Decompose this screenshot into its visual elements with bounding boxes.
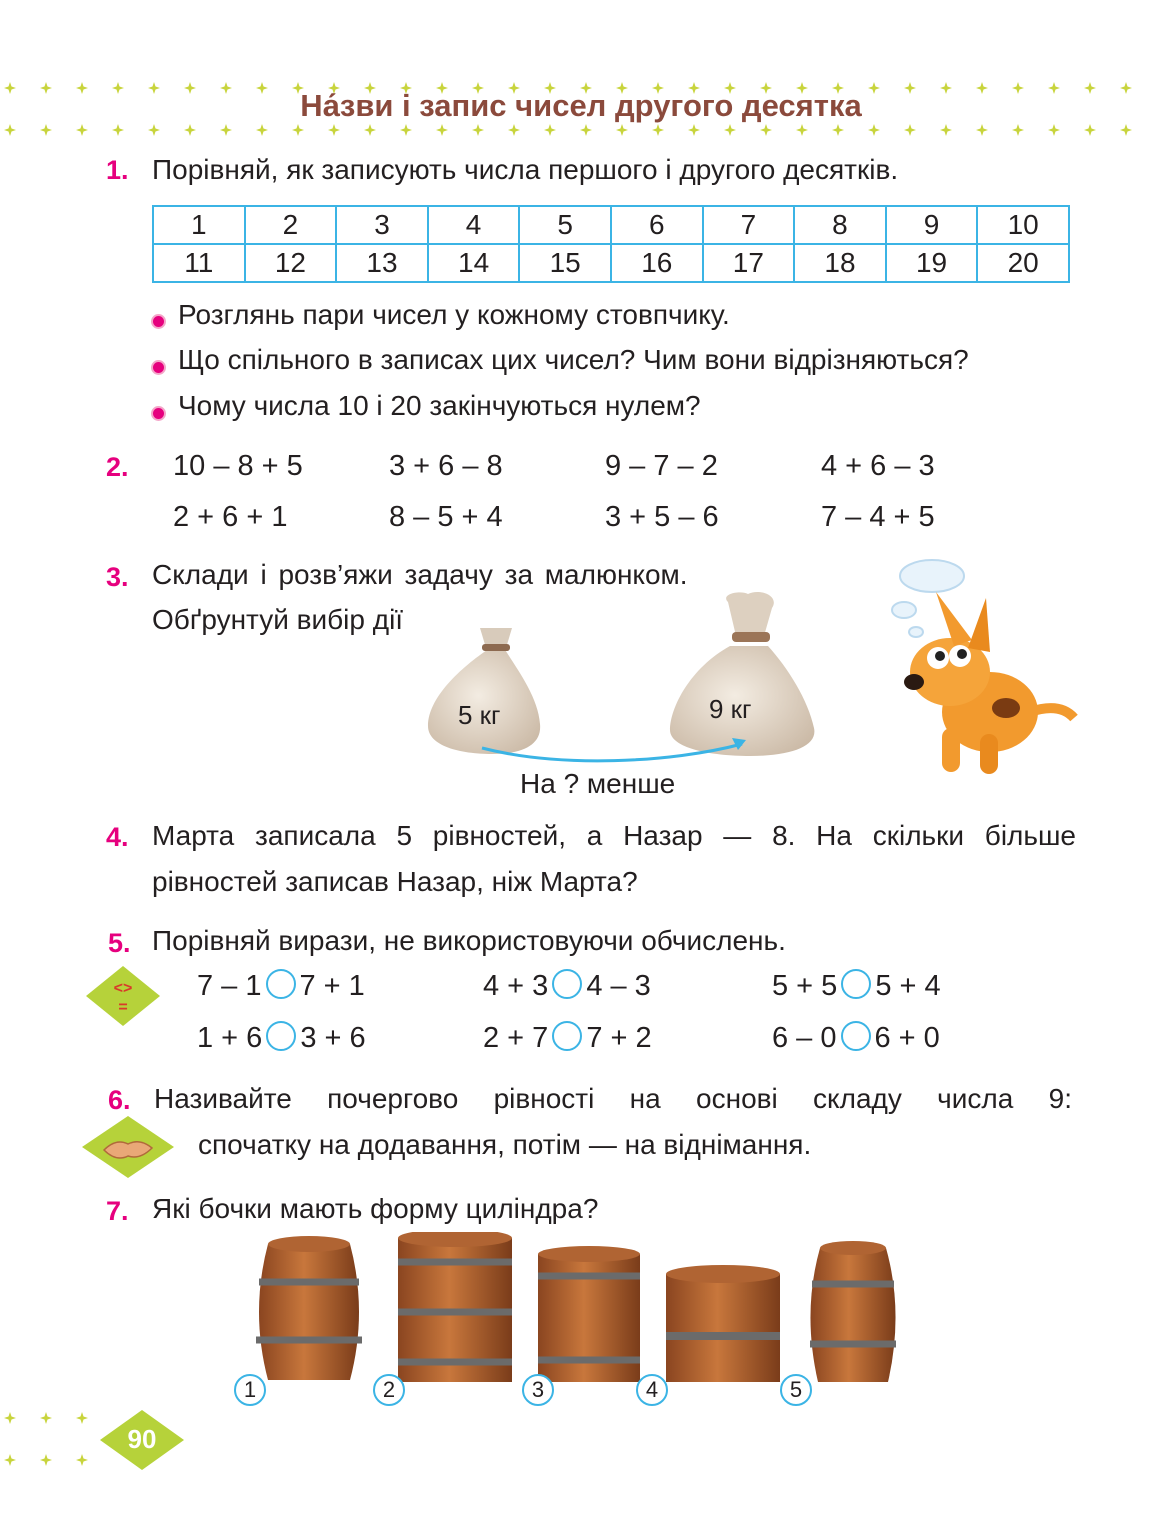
- dog-illustration: [880, 552, 1080, 782]
- table-cell: 12: [245, 244, 337, 282]
- comparison-right: 3 + 6: [300, 1022, 366, 1054]
- star-icon: [76, 1412, 88, 1424]
- compare-circle-input[interactable]: [552, 969, 582, 999]
- comparison-item: [197, 970, 365, 1003]
- table-cell: 20: [977, 244, 1069, 282]
- arrow-caption: На ? менше: [520, 768, 676, 799]
- table-cell: 9: [886, 206, 978, 244]
- barrel-number-label: 5: [780, 1374, 812, 1406]
- compare-circle-input[interactable]: [841, 969, 871, 999]
- bullet-text: Розглянь пари чисел у кожному стовпчику.: [178, 299, 730, 330]
- barrel-number-label: 2: [373, 1374, 405, 1406]
- bullet-icon: [151, 406, 166, 421]
- star-icon: [1120, 124, 1132, 136]
- expression: 4 + 6 – 3: [821, 450, 935, 482]
- task-4-number: 4.: [106, 822, 129, 852]
- barrel-2-icon: [398, 1232, 512, 1382]
- bullet-icon: [151, 314, 166, 329]
- star-icon: [868, 124, 880, 136]
- star-icon: [796, 124, 808, 136]
- table-cell: 6: [611, 206, 703, 244]
- comparison-left: 5 + 5: [772, 970, 838, 1002]
- task-3-text: Склади і розв’яжи задачу за малюнком.: [152, 559, 688, 590]
- table-cell: 19: [886, 244, 978, 282]
- table-row-first-ten: [153, 206, 1069, 244]
- bag-1-label: 5 кг: [458, 700, 501, 730]
- star-icon: [976, 124, 988, 136]
- small-bag-icon: [428, 628, 540, 754]
- table-cell: 13: [336, 244, 428, 282]
- bullet-icon: [151, 360, 166, 375]
- barrel-number-label: 4: [636, 1374, 668, 1406]
- star-icon: [400, 124, 412, 136]
- barrel-1-icon: [256, 1236, 362, 1380]
- compare-circle-input[interactable]: [552, 1021, 582, 1051]
- star-icon: [436, 124, 448, 136]
- expression: 10 – 8 + 5: [173, 450, 303, 482]
- star-icon: [40, 1412, 52, 1424]
- star-icon: [76, 124, 88, 136]
- star-icon: [40, 1454, 52, 1466]
- comparison-right: 7 + 1: [299, 970, 365, 1002]
- comparison-right: 5 + 4: [875, 970, 941, 1002]
- bags-illustration: [420, 588, 840, 768]
- star-icon: [184, 124, 196, 136]
- table-cell: 4: [428, 206, 520, 244]
- star-icon: [472, 124, 484, 136]
- table-cell: 15: [519, 244, 611, 282]
- star-icon: [688, 124, 700, 136]
- dog-icon: [904, 592, 1074, 774]
- table-row-second-ten: [153, 244, 1069, 282]
- star-icon: [940, 124, 952, 136]
- barrel-3-icon: [538, 1246, 640, 1382]
- table-cell: 17: [703, 244, 795, 282]
- compare-circle-input[interactable]: [266, 1021, 296, 1051]
- comparison-right: 6 + 0: [874, 1022, 940, 1054]
- task-1-number: 1.: [106, 155, 129, 185]
- compare-circle-input[interactable]: [841, 1021, 871, 1051]
- comparison-item: [772, 1022, 940, 1055]
- bullet-text: Чому числа 10 і 20 закінчуються нулем?: [178, 390, 701, 421]
- star-icon: [4, 124, 16, 136]
- star-icon: [1048, 124, 1060, 136]
- task-6-text-2: спочатку на додавання, потім — на віднімання.: [198, 1129, 812, 1160]
- bullet-text: Що спільного в записах цих чисел? Чим вони відрізняються?: [178, 344, 969, 375]
- star-icon: [4, 1454, 16, 1466]
- table-cell: 10: [977, 206, 1069, 244]
- compare-circle-input[interactable]: [266, 969, 296, 999]
- star-icon: [328, 124, 340, 136]
- star-icon: [364, 124, 376, 136]
- comparison-left: 6 – 0: [772, 1022, 837, 1054]
- task-6-number: 6.: [108, 1085, 131, 1115]
- star-icon: [832, 124, 844, 136]
- table-cell: 8: [794, 206, 886, 244]
- handshake-icon: [82, 1116, 174, 1178]
- star-icon: [544, 124, 556, 136]
- compare-signs-icon: [86, 966, 160, 1026]
- task-3-text-2: Обґрунтуй вибір дії: [152, 604, 404, 635]
- star-icon: [508, 124, 520, 136]
- table-cell: 18: [794, 244, 886, 282]
- table-cell: 16: [611, 244, 703, 282]
- footer-stars-bottom: [0, 1450, 100, 1470]
- expression: 9 – 7 – 2: [605, 450, 718, 482]
- star-icon: [220, 124, 232, 136]
- star-icon: [760, 124, 772, 136]
- star-icon: [724, 124, 736, 136]
- star-icon: [652, 124, 664, 136]
- comparison-left: 7 – 1: [197, 970, 262, 1002]
- comparison-left: 1 + 6: [197, 1022, 263, 1054]
- table-cell: 3: [336, 206, 428, 244]
- star-icon: [40, 124, 52, 136]
- task-5-text: Порівняй вирази, не використовуючи обчислень.: [152, 925, 786, 956]
- star-icon: [580, 124, 592, 136]
- task-6-text: Називайте почергово рівності на основі складу числа 9:: [154, 1083, 1072, 1114]
- table-cell: 2: [245, 206, 337, 244]
- comparison-item: [483, 1022, 652, 1055]
- comparison-left: 4 + 3: [483, 970, 549, 1002]
- star-icon: [904, 124, 916, 136]
- table-cell: 14: [428, 244, 520, 282]
- expression: 8 – 5 + 4: [389, 501, 503, 533]
- page-number: 90: [127, 1424, 157, 1454]
- numbers-table: [152, 205, 1070, 283]
- expression: 3 + 6 – 8: [389, 450, 503, 482]
- barrel-5-icon: [810, 1241, 896, 1382]
- bag-2-label: 9 кг: [709, 694, 752, 724]
- star-icon: [4, 1412, 16, 1424]
- task-7-number: 7.: [106, 1196, 129, 1226]
- barrel-4-icon: [666, 1265, 780, 1382]
- comparison-item: [483, 970, 651, 1003]
- task-4-text-2: рівностей записав Назар, ніж Марта?: [152, 866, 638, 897]
- expression: 3 + 5 – 6: [605, 501, 719, 533]
- star-icon: [112, 124, 124, 136]
- comparison-item: [197, 1022, 366, 1055]
- star-icon: [1012, 124, 1024, 136]
- star-icon: [292, 124, 304, 136]
- page-title: На́зви і запис чисел другого десятка: [300, 88, 862, 123]
- comparison-right: 7 + 2: [586, 1022, 652, 1054]
- comparison-left: 2 + 7: [483, 1022, 549, 1054]
- expression: 2 + 6 + 1: [173, 501, 288, 533]
- comparison-item: [772, 970, 941, 1003]
- big-bag-icon: [670, 592, 814, 756]
- svg-text:=: =: [118, 999, 128, 1016]
- task-3-number: 3.: [106, 562, 129, 592]
- star-icon: [256, 124, 268, 136]
- star-icon: [1084, 124, 1096, 136]
- svg-text:<>: <>: [113, 980, 133, 997]
- star-icon: [148, 124, 160, 136]
- table-cell: 7: [703, 206, 795, 244]
- table-cell: 5: [519, 206, 611, 244]
- task-7-text: Які бочки мають форму циліндра?: [152, 1193, 599, 1224]
- footer-stars-top: [0, 1408, 100, 1428]
- task-1-text: Порівняй, як записують числа першого і другого десятків.: [152, 154, 899, 185]
- comparison-right: 4 – 3: [586, 970, 651, 1002]
- expression: 7 – 4 + 5: [821, 501, 935, 533]
- task-5-number: 5.: [108, 928, 131, 958]
- table-cell: 1: [153, 206, 245, 244]
- task-2-number: 2.: [106, 452, 129, 482]
- star-icon: [616, 124, 628, 136]
- barrel-number-label: 1: [234, 1374, 266, 1406]
- barrels-illustration: [240, 1232, 920, 1392]
- barrel-number-label: 3: [522, 1374, 554, 1406]
- task-4-text: Марта записала 5 рівностей, а Назар — 8. На скільки більше: [152, 820, 1076, 851]
- star-icon: [76, 1454, 88, 1466]
- table-cell: 11: [153, 244, 245, 282]
